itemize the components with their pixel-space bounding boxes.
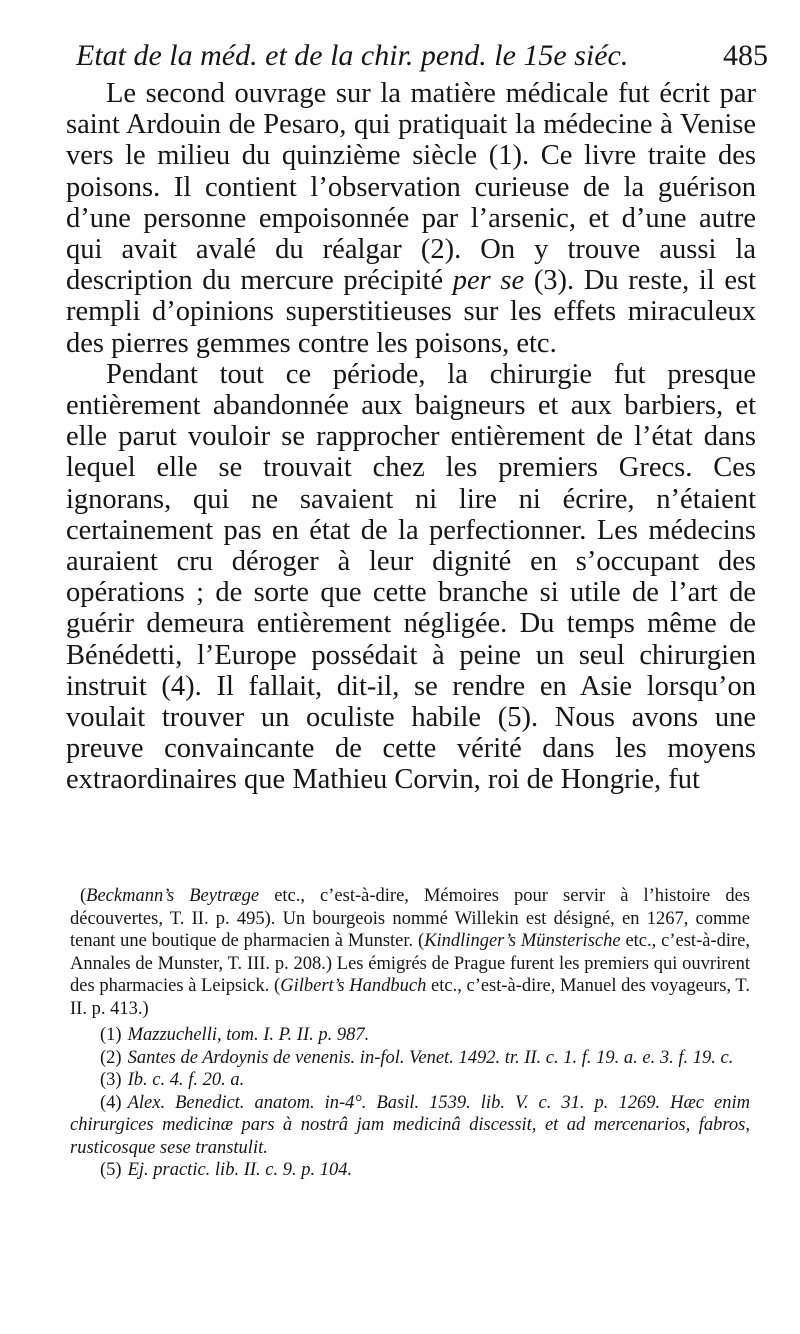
reference-number: (3) [100, 1070, 122, 1090]
footnote-citation-1: Beckmann’s Beytræge [86, 886, 260, 906]
footnote-continuation: (Beckmann’s Beytræge etc., c’est-à-dire, Mémoires pour servir à l’histoire des découvertes, T. II. p. 495). Un bourgeois nommé Willekin est désigné, en 1267, comme tenant une boutique de pharmacien à Munster. (Kindlinger’s Münsterische etc., c’est-à-dire, Annales de Munster, T. III. p. 208.) Les émigrés de Prague furent les premiers qui ouvrirent des pharmacies à Leipsick. (Gilbert’s Handbuch etc., c’est-à-dire, Manuel des voyageurs, T. II. p. 413.) [70, 886, 750, 1019]
footnote-text-1: etc., c’est-à-dire, Mémoires pour servir à l’histoire des découvertes, T. II. p. 495). Un bourgeois nommé Willekin est désigné, en 1267, comme tenant une boutique de pharmacien à Munster. ( [70, 886, 750, 951]
reference-item [70, 1047, 750, 1070]
reference-text: Ej. practic. lib. II. c. 9. p. 104. [127, 1160, 353, 1180]
paragraph-2: Pendant tout ce période, la chirurgie fut presque entièrement abandonnée aux baigneurs et aux barbiers, et elle parut vouloir se rapprocher entièrement de l’état dans lequel elle se trouvait chez les premiers Grecs. Ces ignorans, qui ne savaient ni lire ni écrire, n’étaient certainement pas en état de la perfectionner. Les médecins auraient cru déroger à leur dignité en s’occupant des opérations ; de sorte que cette branche si utile de l’art de guérir demeura entièrement négligée. Du temps même de Bénédetti, l’Europe possédait à peine un seul chirurgien instruit (4). Il fallait, dit-il, se rendre en Asie lorsqu’on voulait trouver un oculiste habile (5). Nous avons une preuve convaincante de cette vérité dans les moyens extraordinaires que Mathieu Corvin, roi de Hongrie, fut [66, 358, 756, 796]
reference-number: (5) [100, 1160, 122, 1180]
reference-item [70, 1069, 750, 1092]
running-title: Etat de la méd. et de la chir. pend. le 15e siéc. [76, 39, 629, 72]
reference-item [70, 1024, 750, 1047]
paragraph-1 [66, 78, 756, 359]
reference-text: Santes de Ardoynis de venenis. in-fol. Venet. 1492. tr. II. c. 1. f. 19. a. e. 3. f. 19. c. [127, 1047, 734, 1068]
running-header [68, 34, 768, 78]
reference-list [70, 1024, 750, 1182]
footnotes [70, 885, 750, 1182]
paragraph-1-italic: per se [452, 265, 525, 297]
reference-item [70, 1092, 750, 1160]
footnote-text-2: etc., c’est-à-dire, Annales de Munster, T. III. p. 208.) Les émigrés de Prague furent les premiers qui ouvrirent des pharmacies à Leipsick. ( [70, 931, 750, 996]
footnote-text-3: etc., c’est-à-dire, Manuel des voyageurs, T. II. p. 413.) [70, 976, 750, 1019]
main-text [66, 78, 756, 796]
page-number: 485 [723, 39, 768, 72]
reference-text: Alex. Benedict. anatom. in-4°. Basil. 1539. lib. V. c. 31. p. 1269. Hæc enim chirurgices medicinæ pars à nostrâ jam medicinâ discessit, et ad mercenarios, fabros, rusticosque sese transtulit. [70, 1092, 750, 1158]
reference-text: Ib. c. 4. f. 20. a. [127, 1070, 245, 1090]
footnote-citation-2: Kindlinger’s Münsterische [424, 931, 621, 951]
paragraph-1-text-a: Le second ouvrage sur la matière médicale fut écrit par saint Ardouin de Pesaro, qui pratiquait la médecine à Venise vers le milieu du quinzième siècle (1). Ce livre traite des poisons. Il contient l’observation curieuse de la guérison d’une personne empoisonnée par l’arsenic, et d’une autre qui avait avalé du réalgar (2). On y trouve aussi la description du mercure précipité [66, 78, 756, 297]
reference-number: (2) [100, 1047, 122, 1068]
reference-number: (4) [100, 1092, 122, 1113]
paragraph-1-text-b: (3). Du reste, il est rempli d’opinions superstitieuses sur les effets miraculeux des pierres gemmes contre les poisons, etc. [66, 265, 757, 359]
reference-item [70, 1159, 750, 1182]
footnote-citation-3: Gilbert’s Handbuch [280, 976, 427, 996]
reference-number: (1) [100, 1025, 122, 1045]
reference-text: Mazzuchelli, tom. I. P. II. p. 987. [127, 1025, 370, 1045]
